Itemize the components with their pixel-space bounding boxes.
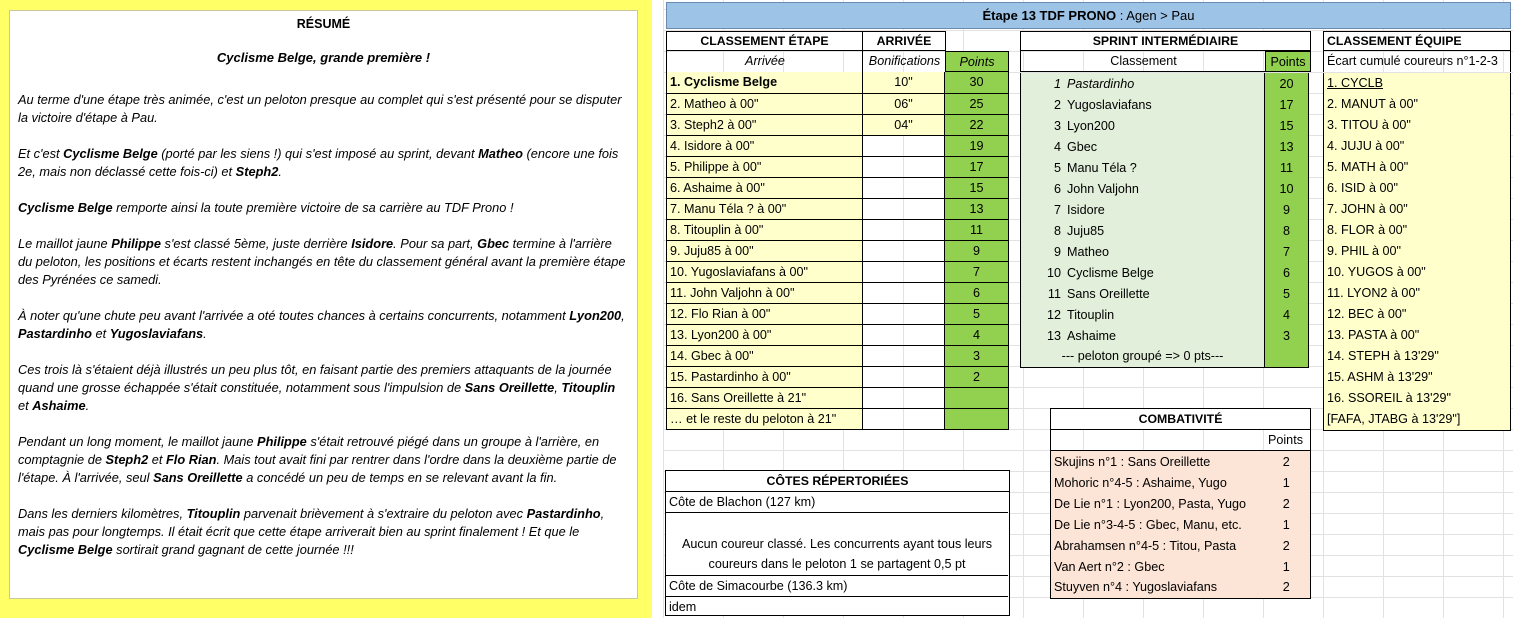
sprint-name-cell[interactable] bbox=[1021, 157, 1265, 178]
sprint-name: Titouplin bbox=[1067, 307, 1115, 322]
climb-2[interactable]: Côte de Simacourbe (136.3 km) bbox=[666, 576, 1008, 597]
sprint-rank: 7 bbox=[1053, 202, 1061, 217]
sprint-points-cell[interactable]: 11 bbox=[1265, 157, 1309, 178]
resume-text: remporte ainsi la toute première victoire de sa carrière au TDF Prono ! bbox=[112, 200, 514, 215]
combativity-row bbox=[1051, 577, 1311, 598]
resume-highlight: Pastardinho bbox=[526, 506, 601, 521]
resume-highlight: Ashaime bbox=[32, 398, 86, 413]
resume-text: (encore une fois 2e, mais non déclassé cette fois-ci) et bbox=[18, 146, 619, 179]
resume-paragraph bbox=[18, 505, 629, 559]
ranking-row bbox=[667, 408, 1009, 429]
ranking-points-cell[interactable]: 13 bbox=[945, 198, 1009, 219]
resume-text: Au terme d'une étape très animée, c'est un peloton presque au complet qui s'est présenté pour se disputer la victoire d'étape à Pau. bbox=[18, 92, 622, 125]
team-row[interactable]: 13. PASTA à 00" bbox=[1327, 328, 1420, 342]
ranking-row bbox=[667, 345, 1009, 366]
points-col-label[interactable]: Points bbox=[945, 51, 1009, 72]
sprint-rank: 1 bbox=[1053, 76, 1061, 91]
combativity-label-cell[interactable]: De Lie n°1 : Lyon200, Pasta, Yugo bbox=[1054, 496, 1246, 511]
sprint-rank: 6 bbox=[1053, 181, 1061, 196]
sprint-rank: 2 bbox=[1053, 97, 1061, 112]
sprint-rank: 8 bbox=[1053, 223, 1061, 238]
resume-text: Ces trois là s'étaient déjà illustrés un peu plus tôt, en faisant partie des premiers attaquants de la journée quand une grosse échappée s'était constituée, notamment sous l'impulsion de bbox=[18, 362, 612, 395]
team-header[interactable]: CLASSEMENT ÉQUIPE bbox=[1323, 31, 1511, 51]
ranking-bonus-cell[interactable] bbox=[863, 198, 945, 219]
sprint-row bbox=[1021, 262, 1309, 283]
ranking-row bbox=[667, 240, 1009, 261]
resume-highlight: Philippe bbox=[111, 236, 161, 251]
sprint-points-cell[interactable]: 7 bbox=[1265, 241, 1309, 262]
resume-paragraph bbox=[18, 199, 629, 217]
climb-1-note[interactable] bbox=[666, 513, 1008, 576]
ranking-bonus-cell[interactable] bbox=[863, 156, 945, 177]
team-list bbox=[1323, 73, 1511, 431]
combativity-row bbox=[1051, 514, 1311, 535]
resume-text: Le maillot jaune bbox=[18, 236, 112, 251]
resume-text: À noter qu'une chute peu avant l'arrivée a oté toutes chances à certains concurrents, notamment bbox=[18, 308, 570, 323]
ranking-row bbox=[667, 387, 1009, 408]
resume-highlight: Sans Oreillette bbox=[464, 380, 555, 395]
sprint-name-cell[interactable] bbox=[1021, 94, 1265, 115]
arrival-header[interactable]: ARRIVÉE bbox=[862, 31, 946, 51]
ranking-row bbox=[667, 135, 1009, 156]
resume-text: et bbox=[91, 326, 110, 341]
ranking-bonus-cell[interactable] bbox=[863, 240, 945, 261]
ranking-bonus-cell[interactable] bbox=[863, 324, 945, 345]
team-row[interactable]: 9. PHIL à 00" bbox=[1327, 244, 1402, 258]
resume-highlight: Yugoslaviafans bbox=[109, 326, 204, 341]
resume-highlight: Titouplin bbox=[186, 506, 241, 521]
resume-title: RÉSUMÉ bbox=[296, 17, 351, 31]
resume-paragraph bbox=[18, 307, 629, 343]
ranking-name-cell[interactable]: 6. Ashaime à 00" bbox=[667, 177, 863, 198]
resume-highlight: Cyclisme Belge bbox=[18, 200, 113, 215]
ranking-row bbox=[667, 198, 1009, 219]
ranking-name-cell[interactable]: 12. Flo Rian à 00" bbox=[667, 303, 863, 324]
sprint-row bbox=[1021, 178, 1309, 199]
sprint-row bbox=[1021, 241, 1309, 262]
resume-paragraph bbox=[18, 145, 629, 181]
sprint-name-cell[interactable] bbox=[1021, 241, 1265, 262]
sprint-rank: 9 bbox=[1053, 244, 1061, 259]
combativity-points-cell[interactable]: 2 bbox=[1282, 538, 1290, 553]
combativity-row bbox=[1051, 472, 1311, 493]
sprint-rank: 12 bbox=[1046, 307, 1061, 322]
combativity-table bbox=[1050, 451, 1311, 599]
resume-paragraph bbox=[18, 235, 629, 289]
ranking-points-cell[interactable]: 7 bbox=[945, 261, 1009, 282]
ranking-bonus-cell[interactable] bbox=[863, 303, 945, 324]
team-row[interactable]: 5. MATH à 00" bbox=[1327, 160, 1409, 174]
sprint-row bbox=[1021, 220, 1309, 241]
resume-highlight: Cyclisme Belge bbox=[63, 146, 158, 161]
ranking-row bbox=[667, 114, 1009, 135]
resume-text: termine à l'arrière du peloton, les positions et écarts restent inchangés en tête du classement général avant la première étape des Pyrénées ce samedi. bbox=[18, 236, 626, 287]
team-row[interactable]: 16. SSOREIL à 13'29" bbox=[1327, 391, 1452, 405]
team-row[interactable]: 15. ASHM à 13'29" bbox=[1327, 370, 1433, 384]
ranking-row bbox=[667, 366, 1009, 387]
sprint-points-cell[interactable]: 9 bbox=[1265, 199, 1309, 220]
team-row[interactable]: 10. YUGOS à 00" bbox=[1327, 265, 1426, 279]
ranking-name-cell[interactable]: 8. Titouplin à 00" bbox=[667, 219, 863, 240]
team-row[interactable]: [FAFA, JTABG à 13'29"] bbox=[1327, 412, 1461, 426]
resume-text: sortirait grand gagnant de cette journée !!! bbox=[112, 542, 354, 557]
ranking-points-cell[interactable] bbox=[945, 387, 1009, 408]
sprint-name-cell[interactable] bbox=[1021, 115, 1265, 136]
sprint-points-cell[interactable]: 8 bbox=[1265, 220, 1309, 241]
sprint-points-cell[interactable]: 20 bbox=[1265, 73, 1309, 94]
combativity-label-cell[interactable]: Abrahamsen n°4-5 : Titou, Pasta bbox=[1054, 538, 1237, 553]
combativity-label-cell[interactable]: Van Aert n°2 : Gbec bbox=[1054, 559, 1165, 574]
resume-text: Dans les derniers kilomètres, bbox=[18, 506, 187, 521]
ranking-bonus-cell[interactable] bbox=[863, 366, 945, 387]
arrival-col-label[interactable]: Arrivée bbox=[666, 51, 863, 72]
sprint-rank: 13 bbox=[1046, 328, 1061, 343]
sprint-name-cell[interactable] bbox=[1021, 220, 1265, 241]
sprint-row bbox=[1021, 94, 1309, 115]
ranking-points-cell[interactable]: 17 bbox=[945, 156, 1009, 177]
stage-route: : Agen > Pau bbox=[1116, 8, 1195, 23]
team-row[interactable]: 2. MANUT à 00" bbox=[1327, 97, 1419, 111]
resume-highlight: Sans Oreillette bbox=[153, 470, 243, 485]
resume-text-box[interactable] bbox=[9, 10, 638, 599]
resume-highlight: Cyclisme Belge bbox=[18, 542, 113, 557]
ranking-bonus-cell[interactable] bbox=[863, 177, 945, 198]
sprint-name: Isidore bbox=[1067, 202, 1105, 217]
resume-text: , bbox=[554, 380, 562, 395]
ranking-name-cell[interactable]: 10. Yugoslaviafans à 00" bbox=[667, 261, 863, 282]
sprint-rank: 4 bbox=[1053, 139, 1061, 154]
resume-text: , bbox=[621, 308, 625, 323]
resume-text: s'est classé 5ème, juste derrière bbox=[160, 236, 352, 251]
team-row[interactable]: 7. JOHN à 00" bbox=[1327, 202, 1408, 216]
ranking-bonus-cell[interactable] bbox=[863, 135, 945, 156]
ranking-row bbox=[667, 156, 1009, 177]
resume-text: parvenait brièvement à s'extraire du peloton avec bbox=[240, 506, 527, 521]
resume-highlight: Gbec bbox=[477, 236, 510, 251]
combativity-label-cell[interactable]: Mohoric n°4-5 : Ashaime, Yugo bbox=[1054, 475, 1227, 490]
ranking-points-cell[interactable]: 15 bbox=[945, 177, 1009, 198]
resume-text: . bbox=[278, 164, 282, 179]
combativity-row bbox=[1051, 493, 1311, 514]
sprint-points-cell[interactable]: 3 bbox=[1265, 325, 1309, 346]
combativity-label-cell[interactable]: De Lie n°3-4-5 : Gbec, Manu, etc. bbox=[1054, 517, 1242, 532]
combativity-points-cell[interactable]: 1 bbox=[1282, 517, 1290, 532]
resume-text: s'était retrouvé piégé dans un groupe à l'arrière, en comptagnie de bbox=[18, 434, 600, 467]
ranking-name-cell[interactable]: 2. Matheo à 00" bbox=[667, 93, 863, 114]
sprint-row bbox=[1021, 199, 1309, 220]
resume-highlight: Pastardinho bbox=[18, 326, 92, 341]
resume-text: a concédé un peu de temps en se relevant avant la fin. bbox=[242, 470, 558, 485]
sprint-header[interactable]: SPRINT INTERMÉDIAIRE bbox=[1020, 31, 1311, 51]
ranking-row bbox=[667, 72, 1009, 93]
sprint-points-cell[interactable]: 13 bbox=[1265, 136, 1309, 157]
combativity-row bbox=[1051, 535, 1311, 556]
team-row[interactable]: 11. LYON2 à 00" bbox=[1327, 286, 1420, 300]
ranking-name-cell[interactable]: 1. Cyclisme Belge bbox=[667, 72, 863, 93]
ranking-header[interactable]: CLASSEMENT ÉTAPE bbox=[666, 31, 863, 51]
resume-text: et bbox=[18, 398, 33, 413]
ranking-row bbox=[667, 324, 1009, 345]
ranking-bonus-cell[interactable] bbox=[863, 345, 945, 366]
resume-highlight: Lyon200 bbox=[569, 308, 622, 323]
sprint-row bbox=[1021, 73, 1309, 94]
resume-highlight: Steph2 bbox=[105, 452, 149, 467]
sprint-name-cell[interactable] bbox=[1021, 199, 1265, 220]
ranking-bonus-cell[interactable] bbox=[863, 219, 945, 240]
ranking-name-cell[interactable]: 15. Pastardinho à 00" bbox=[667, 366, 863, 387]
climbs-header[interactable]: CÔTES RÉPERTORIÉES bbox=[665, 470, 1010, 492]
resume-highlight: Titouplin bbox=[561, 380, 616, 395]
sprint-name-cell[interactable] bbox=[1021, 136, 1265, 157]
sprint-points-cell[interactable]: 4 bbox=[1265, 304, 1309, 325]
sprint-name: Pastardinho bbox=[1067, 76, 1135, 91]
resume-highlight: Flo Rian bbox=[165, 452, 217, 467]
stage-title: Étape 13 TDF PRONO bbox=[982, 8, 1117, 23]
team-row[interactable]: 3. TITOU à 00" bbox=[1327, 118, 1411, 132]
resume-highlight: Philippe bbox=[257, 434, 307, 449]
ranking-bonus-cell[interactable] bbox=[863, 387, 945, 408]
ranking-bonus-cell[interactable] bbox=[863, 282, 945, 303]
sprint-row bbox=[1021, 157, 1309, 178]
ranking-points-cell[interactable]: 25 bbox=[945, 93, 1009, 114]
ranking-row bbox=[667, 282, 1009, 303]
climb-2-note[interactable]: idem bbox=[669, 600, 697, 614]
resume-highlight: Steph2 bbox=[235, 164, 279, 179]
sprint-table bbox=[1020, 73, 1309, 368]
ranking-name-cell[interactable]: 7. Manu Téla ? à 00" bbox=[667, 198, 863, 219]
ranking-row bbox=[667, 93, 1009, 114]
sprint-points-cell[interactable]: 6 bbox=[1265, 262, 1309, 283]
ranking-points-cell[interactable]: 3 bbox=[945, 345, 1009, 366]
ranking-points-cell[interactable]: 22 bbox=[945, 114, 1009, 135]
resume-highlight: Isidore bbox=[351, 236, 394, 251]
ranking-points-cell[interactable]: 30 bbox=[945, 72, 1009, 93]
team-row[interactable]: 1. CYCLB bbox=[1327, 76, 1383, 90]
ranking-points-cell[interactable]: 19 bbox=[945, 135, 1009, 156]
ranking-name-cell[interactable]: 14. Gbec à 00" bbox=[667, 345, 863, 366]
resume-paragraph bbox=[18, 91, 629, 127]
team-row[interactable]: 14. STEPH à 13'29" bbox=[1327, 349, 1439, 363]
ranking-name-cell[interactable]: 13. Lyon200 à 00" bbox=[667, 324, 863, 345]
resume-text: . bbox=[85, 398, 90, 413]
climbs-box bbox=[665, 492, 1010, 616]
resume-text: . Pour sa part, bbox=[393, 236, 478, 251]
resume-paragraph bbox=[18, 361, 629, 415]
ranking-bonus-cell[interactable] bbox=[863, 408, 945, 429]
ranking-bonus-cell[interactable] bbox=[863, 261, 945, 282]
ranking-row bbox=[667, 177, 1009, 198]
sprint-points-cell[interactable]: 15 bbox=[1265, 115, 1309, 136]
ranking-bonus-cell[interactable]: 10" bbox=[863, 72, 945, 93]
combativity-header[interactable]: COMBATIVITÉ bbox=[1050, 408, 1311, 430]
resume-panel bbox=[0, 0, 652, 618]
team-subheader[interactable]: Écart cumulé coureurs n°1-2-3 bbox=[1323, 51, 1511, 72]
ranking-name-cell[interactable]: 11. John Valjohn à 00" bbox=[667, 282, 863, 303]
ranking-points-cell[interactable]: 4 bbox=[945, 324, 1009, 345]
combativity-points-cell[interactable]: 2 bbox=[1282, 454, 1290, 469]
team-row[interactable]: 8. FLOR à 00" bbox=[1327, 223, 1408, 237]
sprint-name: John Valjohn bbox=[1067, 181, 1139, 196]
ranking-row bbox=[667, 303, 1009, 324]
combativity-points-cell[interactable]: 2 bbox=[1282, 580, 1290, 595]
combativity-points-cell[interactable]: 1 bbox=[1282, 559, 1290, 574]
resume-subtitle: Cyclisme Belge, grande première ! bbox=[216, 50, 431, 65]
sprint-name: Lyon200 bbox=[1067, 118, 1115, 133]
combativity-row bbox=[1051, 451, 1311, 472]
resume-body bbox=[18, 91, 629, 559]
sprint-footer-row bbox=[1021, 346, 1309, 367]
sprint-rank: 11 bbox=[1047, 286, 1061, 301]
combativity-points-cell[interactable]: 2 bbox=[1282, 496, 1290, 511]
resume-text: Et c'est bbox=[18, 146, 64, 161]
resume-text: Pendant un long moment, le maillot jaune bbox=[18, 434, 258, 449]
combativity-blank-cell[interactable] bbox=[1050, 430, 1261, 451]
sprint-name: Yugoslaviafans bbox=[1067, 97, 1152, 112]
ranking-name-cell[interactable]: 4. Isidore à 00" bbox=[667, 135, 863, 156]
ranking-points-cell[interactable]: 5 bbox=[945, 303, 1009, 324]
ranking-name-cell[interactable]: 3. Steph2 à 00" bbox=[667, 114, 863, 135]
sprint-points-cell[interactable]: 17 bbox=[1265, 94, 1309, 115]
combativity-row bbox=[1051, 556, 1311, 577]
ranking-name-cell[interactable]: 16. Sans Oreillette à 21" bbox=[667, 387, 863, 408]
climb-1-note-line2: coureurs dans le peloton 1 se partagent 0,5 pt bbox=[708, 557, 966, 571]
sprint-points-label[interactable]: Points bbox=[1265, 51, 1311, 72]
resume-text: . bbox=[203, 326, 207, 341]
ranking-table bbox=[666, 72, 1009, 430]
team-row[interactable]: 12. BEC à 00" bbox=[1327, 307, 1407, 321]
sprint-name-cell[interactable] bbox=[1021, 178, 1265, 199]
sprint-footer[interactable]: --- peloton groupé => 0 pts--- bbox=[1021, 346, 1265, 367]
climb-1-note-line1: Aucun coureur classé. Les concurrents ayant tous leurs bbox=[681, 537, 993, 551]
sprint-row bbox=[1021, 136, 1309, 157]
ranking-bonus-cell[interactable]: 06" bbox=[863, 93, 945, 114]
sprint-name-cell[interactable] bbox=[1021, 73, 1265, 94]
sprint-name-cell[interactable] bbox=[1021, 262, 1265, 283]
sprint-rank: 3 bbox=[1053, 118, 1061, 133]
ranking-points-cell[interactable]: 6 bbox=[945, 282, 1009, 303]
sprint-name-cell[interactable] bbox=[1021, 325, 1265, 346]
sprint-name: Juju85 bbox=[1067, 223, 1105, 238]
ranking-name-cell[interactable]: 9. Juju85 à 00" bbox=[667, 240, 863, 261]
sprint-name-cell[interactable] bbox=[1021, 283, 1265, 304]
ranking-row bbox=[667, 219, 1009, 240]
combativity-label-cell[interactable]: Skujins n°1 : Sans Oreillette bbox=[1054, 454, 1211, 469]
ranking-points-cell[interactable]: 9 bbox=[945, 240, 1009, 261]
sprint-class-label[interactable]: Classement bbox=[1020, 51, 1266, 72]
ranking-row bbox=[667, 261, 1009, 282]
resume-paragraph bbox=[18, 433, 629, 487]
sprint-row bbox=[1021, 283, 1309, 304]
ranking-points-cell[interactable]: 2 bbox=[945, 366, 1009, 387]
stage-title-bar[interactable] bbox=[666, 2, 1511, 29]
ranking-points-cell[interactable] bbox=[945, 408, 1009, 429]
ranking-name-cell[interactable]: 5. Philippe à 00" bbox=[667, 156, 863, 177]
sprint-row bbox=[1021, 115, 1309, 136]
climb-1[interactable]: Côte de Blachon (127 km) bbox=[666, 492, 1008, 513]
sprint-points-cell[interactable]: 5 bbox=[1265, 283, 1309, 304]
sprint-name: Sans Oreillette bbox=[1067, 286, 1150, 301]
resume-text: (porté par les siens !) qui s'est imposé au sprint, devant bbox=[157, 146, 479, 161]
sprint-name: Matheo bbox=[1067, 244, 1110, 259]
sprint-name: Ashaime bbox=[1067, 328, 1116, 343]
ranking-name-cell[interactable]: … et le reste du peloton à 21" bbox=[667, 408, 863, 429]
sprint-row bbox=[1021, 325, 1309, 346]
team-row[interactable]: 4. JUJU à 00" bbox=[1327, 139, 1405, 153]
combativity-label-cell[interactable]: Stuyven n°4 : Yugoslaviafans bbox=[1054, 580, 1218, 595]
team-row[interactable]: 6. ISID à 00" bbox=[1327, 181, 1398, 195]
combativity-points-label[interactable]: Points bbox=[1261, 430, 1311, 451]
sprint-points-cell[interactable]: 10 bbox=[1265, 178, 1309, 199]
sprint-name: Manu Téla ? bbox=[1067, 160, 1137, 175]
resume-text: et bbox=[148, 452, 166, 467]
sprint-name: Gbec bbox=[1067, 139, 1098, 154]
sprint-row bbox=[1021, 304, 1309, 325]
sprint-name-cell[interactable] bbox=[1021, 304, 1265, 325]
resume-highlight: Matheo bbox=[478, 146, 523, 161]
ranking-bonus-cell[interactable]: 04" bbox=[863, 114, 945, 135]
sprint-rank: 5 bbox=[1053, 160, 1061, 175]
resume-text: , mais pas pour longtemps. Il était écrit que cette étape arriverait bien au sprint finalement ! Et que le bbox=[18, 506, 605, 539]
sprint-rank: 10 bbox=[1046, 265, 1061, 280]
combativity-points-cell[interactable]: 1 bbox=[1282, 475, 1290, 490]
bonus-col-label[interactable]: Bonifications bbox=[862, 51, 946, 72]
ranking-points-cell[interactable]: 11 bbox=[945, 219, 1009, 240]
sprint-name: Cyclisme Belge bbox=[1067, 265, 1154, 280]
resume-text: . Mais tout avait fini par rentrer dans l'ordre dans la deuxième partie de l'étape. À l'arrivée, seul bbox=[18, 452, 617, 485]
sprint-footer-points[interactable] bbox=[1265, 346, 1309, 367]
